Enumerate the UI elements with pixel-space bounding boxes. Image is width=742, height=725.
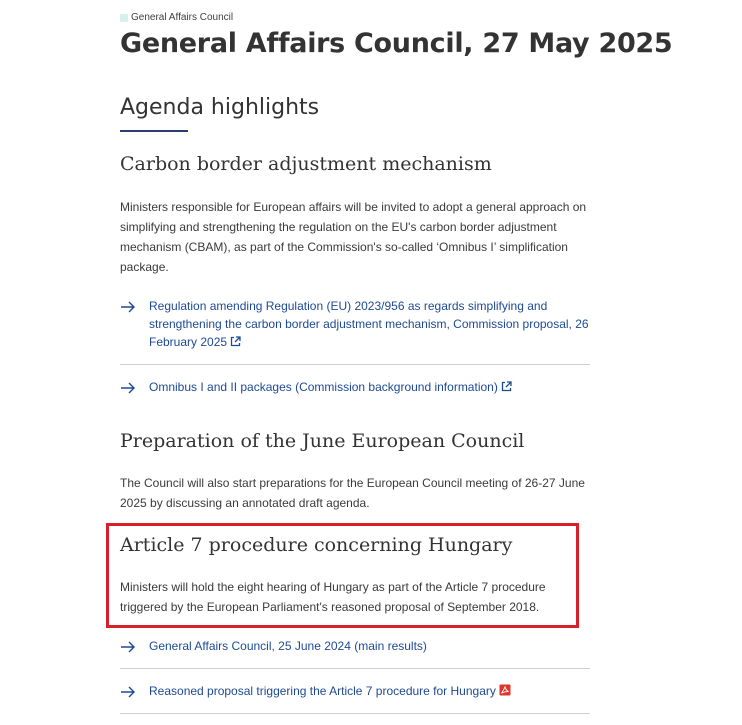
section-text-european-council: The Council will also start preparations for the European Council meeting of 26-27 June 2025 by discussing an annotated draft agenda. <box>120 476 585 510</box>
section-text-cbam: Ministers responsible for European affairs will be invited to adopt a general approach on simplifying and strengthening the regulation on the EU's carbon border adjustment mechanism (CBAM), as part of the Commission's so-called ‘Omnibus I’ simplification package. <box>120 200 587 274</box>
link-omnibus-packages[interactable] <box>120 378 590 396</box>
link-divider <box>120 364 590 365</box>
arrow-right-icon <box>120 685 136 699</box>
arrow-right-icon <box>120 300 136 314</box>
page-title: General Affairs Council, 27 May 2025 <box>120 28 673 59</box>
section-title-cbam: Carbon border adjustment mechanism <box>120 153 492 175</box>
breadcrumb <box>120 12 233 23</box>
agenda-heading-underline <box>120 130 188 132</box>
breadcrumb-marker-icon <box>120 14 128 22</box>
link-text[interactable]: Omnibus I and II packages (Commission background information) <box>149 378 512 396</box>
section-text-article-7: Ministers will hold the eight hearing of Hungary as part of the Article 7 procedure triggered by the European Parliament's reasoned proposal of September 2018. <box>120 580 546 614</box>
link-text[interactable]: Regulation amending Regulation (EU) 2023/956 as regards simplifying and strengthening the carbon border adjustment mechanism, Commission proposal, 26 February 2025 <box>149 299 589 349</box>
link-gac-june-2024[interactable] <box>120 637 590 655</box>
link-reasoned-proposal[interactable] <box>120 682 590 700</box>
link-divider <box>120 668 590 669</box>
breadcrumb-link[interactable]: General Affairs Council <box>131 12 234 23</box>
link-text[interactable]: Reasoned proposal triggering the Article 7 procedure for Hungary <box>149 682 511 700</box>
external-link-icon <box>501 381 512 392</box>
section-title-european-council: Preparation of the June European Council <box>120 430 525 452</box>
external-link-icon <box>230 336 241 347</box>
highlight-box <box>106 523 579 628</box>
agenda-heading: Agenda highlights <box>120 95 320 120</box>
arrow-right-icon <box>120 381 136 395</box>
link-divider <box>120 713 590 714</box>
link-cbam-regulation[interactable] <box>120 297 590 351</box>
pdf-icon <box>499 684 511 696</box>
section-title-article-7: Article 7 procedure concerning Hungary <box>120 534 513 556</box>
link-text[interactable]: General Affairs Council, 25 June 2024 (main results) <box>149 639 427 653</box>
arrow-right-icon <box>120 640 136 654</box>
